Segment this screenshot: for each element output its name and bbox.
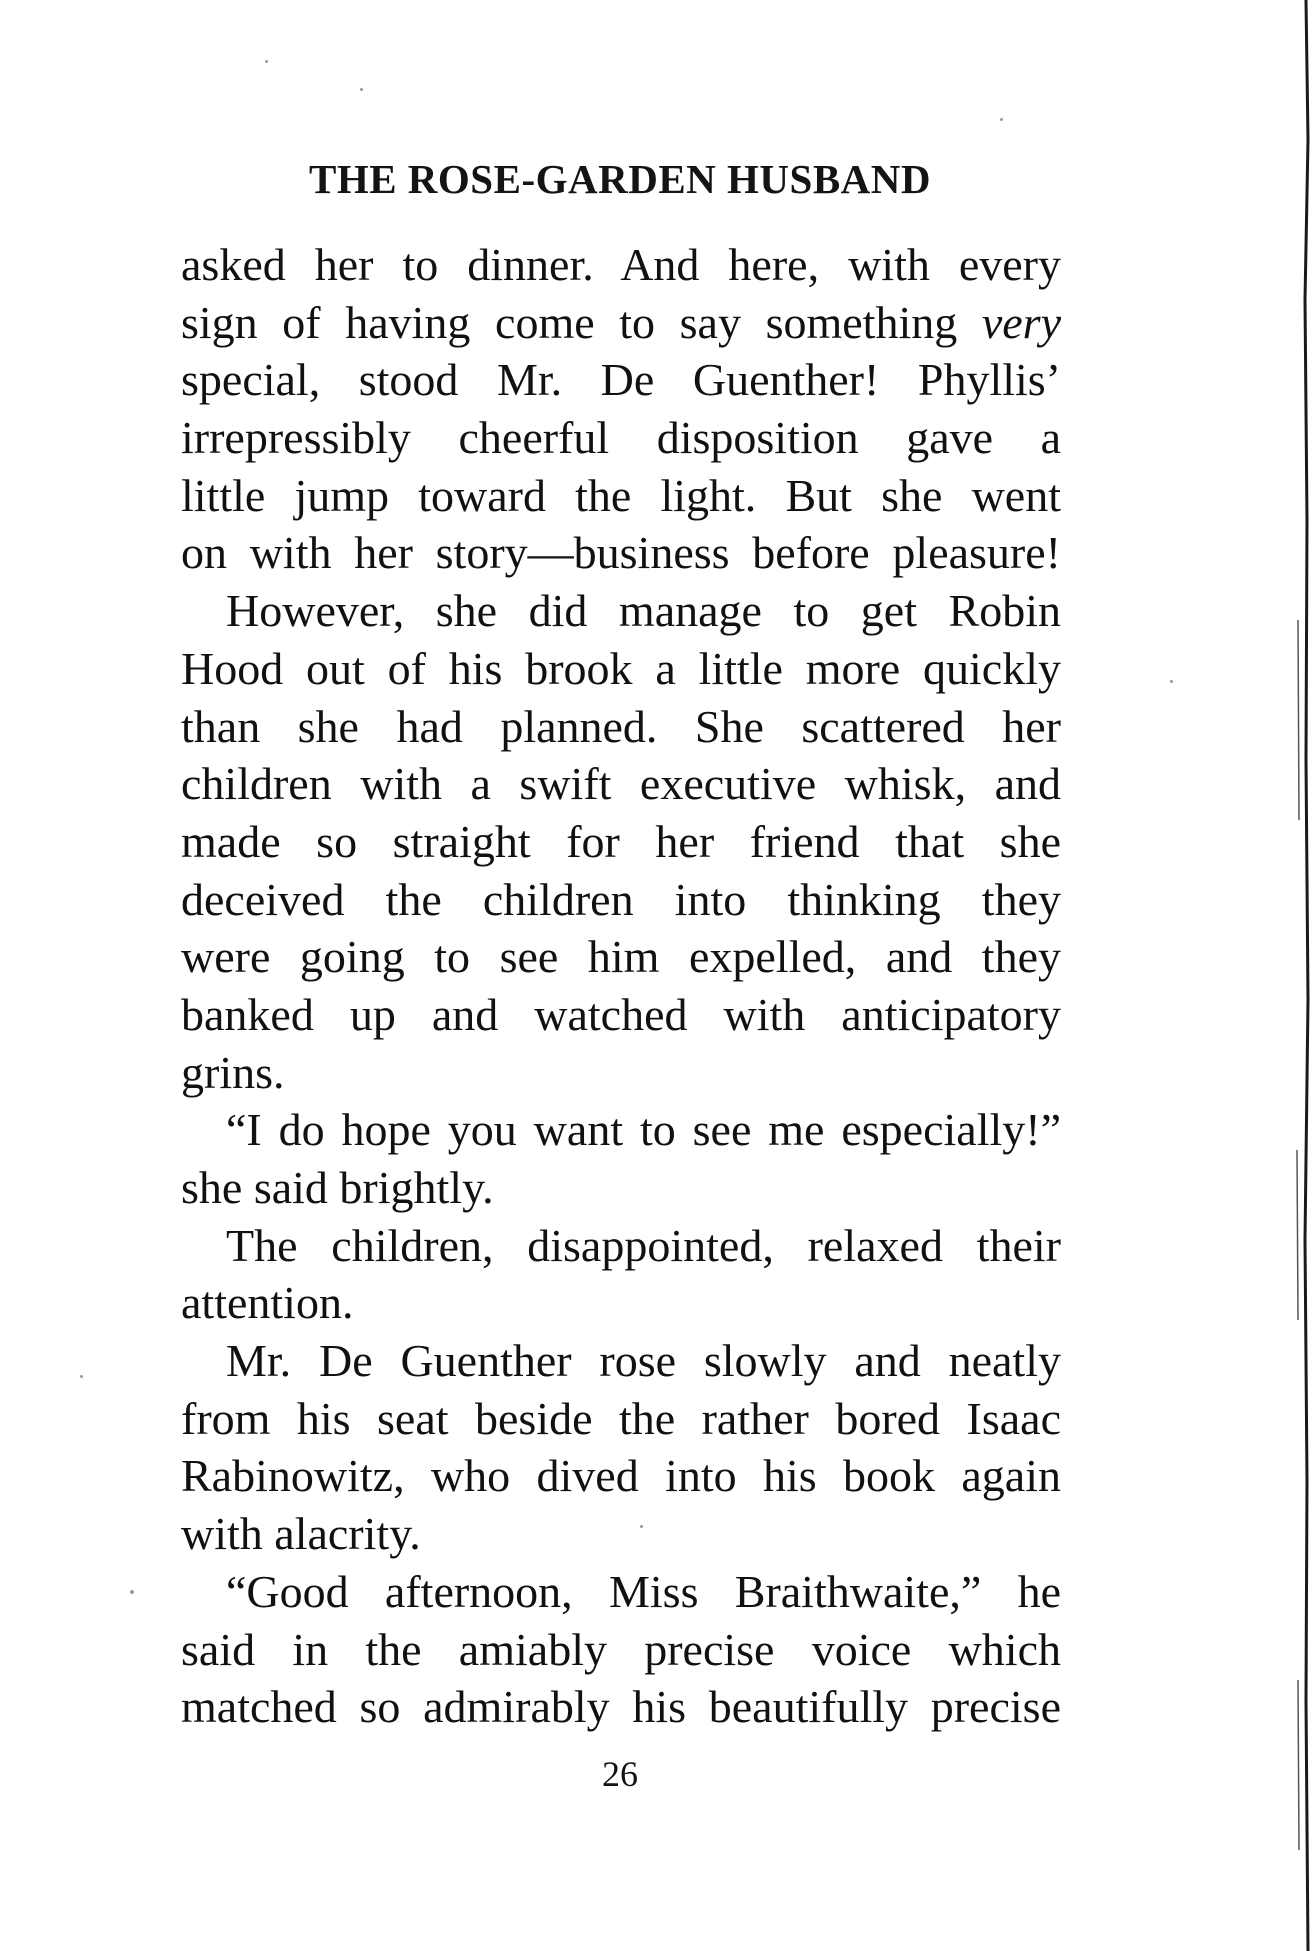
emphasis-word: very: [981, 296, 1061, 348]
text-line: said in the amiably precise voice which: [181, 1623, 1061, 1675]
paragraph: [181, 1101, 1061, 1216]
paragraph: [181, 236, 1061, 582]
text-line: made so straight for her friend that she: [181, 815, 1061, 867]
text-line: little jump toward the light. But she went: [181, 469, 1061, 521]
text-line: Rabinowitz, who dived into his book again: [181, 1450, 1061, 1502]
body-text: [181, 236, 1061, 1736]
paper-speck: [1170, 680, 1173, 683]
text-line: than she had planned. She scattered her: [181, 700, 1061, 752]
text-line: “Good afternoon, Miss Braithwaite,” he: [226, 1565, 1061, 1617]
text-line: Hood out of his brook a little more quickly: [181, 642, 1061, 694]
text-line: children with a swift executive whisk, and: [181, 758, 1061, 810]
text-line: attention.: [181, 1277, 354, 1329]
paper-speck: [80, 1375, 83, 1378]
page-number: 26: [602, 1754, 638, 1794]
text-line: special, stood Mr. De Guenther! Phyllis’: [181, 354, 1061, 406]
text-line: deceived the children into thinking they: [181, 873, 1061, 925]
paragraph: [181, 1332, 1061, 1563]
paper-speck: [1000, 118, 1003, 121]
text-line: The children, disappointed, relaxed their: [226, 1219, 1061, 1271]
text-line-part: sign of having come to say something: [181, 296, 982, 348]
text-line: irrepressibly cheerful disposition gave a: [181, 412, 1061, 464]
text-line: were going to see him expelled, and they: [181, 931, 1061, 983]
paper-speck: [265, 60, 268, 63]
text-line: she said brightly.: [181, 1162, 494, 1213]
paragraph: [181, 582, 1061, 1101]
text-line: “I do hope you want to see me especially!”: [226, 1104, 1061, 1156]
paper-speck: [360, 88, 363, 91]
paragraph: [181, 1217, 1061, 1332]
text-line: grins.: [181, 1046, 285, 1098]
text-line: asked her to dinner. And here, with every: [181, 239, 1061, 290]
text-line: banked up and watched with anticipatory: [181, 988, 1061, 1040]
text-line: However, she did manage to get Robin: [226, 585, 1061, 637]
paragraph: [181, 1563, 1061, 1736]
text-line: [181, 294, 1061, 352]
running-header: THE ROSE-GARDEN HUSBAND: [308, 156, 932, 202]
text-line: on with her story—business before pleasure!: [181, 527, 1061, 579]
paper-speck: [640, 1525, 643, 1528]
text-line: matched so admirably his beautifully precise: [181, 1681, 1061, 1733]
paper-speck: [130, 1590, 134, 1594]
text-line: from his seat beside the rather bored Isaac: [181, 1392, 1061, 1444]
text-line: Mr. De Guenther rose slowly and neatly: [226, 1335, 1061, 1387]
binding-edge: [1284, 0, 1312, 1951]
text-line: with alacrity.: [181, 1508, 421, 1560]
